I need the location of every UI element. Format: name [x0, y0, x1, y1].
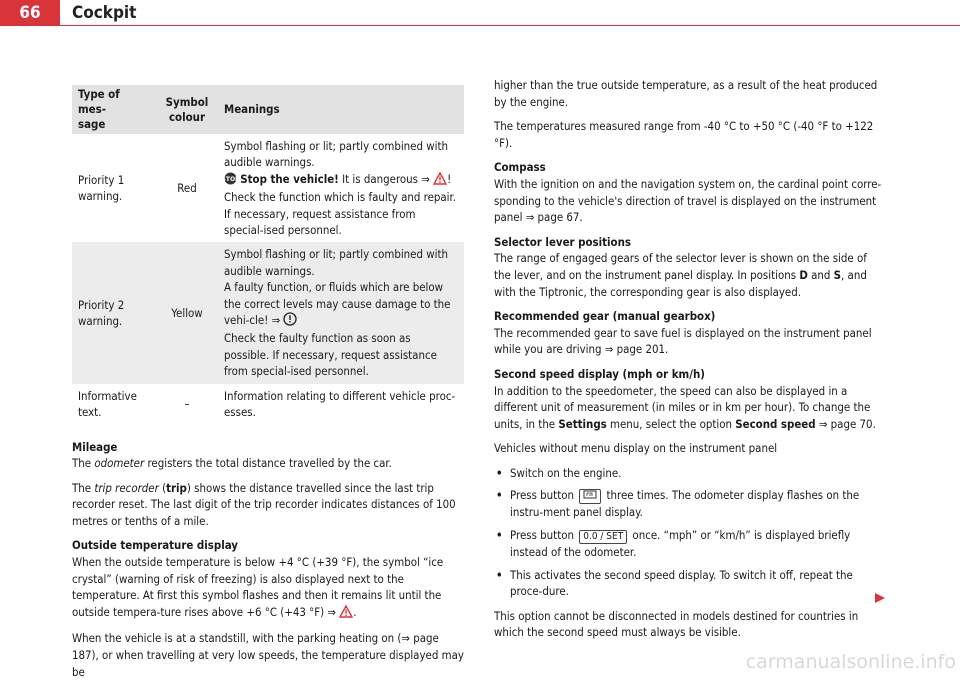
watermark: carmanualsonline.info [745, 651, 956, 673]
row2-meaning [218, 242, 464, 383]
row1-ref-arrow: ⇒ [421, 171, 430, 186]
row1-type: Priority 1 warning. [78, 172, 125, 204]
table-row [72, 242, 464, 383]
row2-line2-wrap [224, 279, 458, 330]
row2-line2: A faulty function, or fluids which are below the correct levels may cause damage to the vehi-cle! [224, 280, 451, 328]
warning-triangle-icon[interactable] [433, 172, 447, 189]
bullet: • [496, 567, 503, 582]
next-page-arrow-icon[interactable] [874, 592, 886, 609]
outside-temp-p1 [72, 554, 464, 622]
row1-colour: Red [177, 181, 197, 196]
page-header [0, 0, 960, 26]
trip-recorder-term: trip recorder [94, 480, 159, 495]
row2-type: Priority 2 warning. [72, 242, 156, 383]
table-row [72, 134, 464, 242]
row2-line3: Check the faulty function as soon as possible. If necessary, request assistance from special-ised personnel. [224, 331, 437, 379]
mileage-heading: Mileage [72, 439, 118, 454]
temp-continued: higher than the true outside temperature, as a result of the heat produced by the engine. [494, 78, 878, 109]
bullet: • [496, 488, 503, 503]
row1-line1: Symbol flashing or lit; partly combined with audible warnings. [224, 139, 448, 170]
position-d: D [799, 267, 808, 282]
row3-meaning: Information relating to different vehicle proc-esses. [224, 388, 456, 420]
position-s: S [833, 267, 842, 282]
text: . [353, 604, 357, 619]
bullet: • [496, 465, 503, 480]
mileage-p1 [72, 455, 464, 472]
table-header-row [72, 85, 464, 134]
text: The [72, 456, 95, 471]
warning-table [72, 85, 464, 425]
selector-heading: Selector lever positions [494, 234, 631, 249]
speed-heading: Second speed display (mph or km/h) [494, 366, 705, 381]
right-column [494, 77, 884, 649]
display-button-icon [579, 489, 601, 504]
text: menu, select the option [606, 416, 736, 431]
text: In addition to the speedometer, the speed can also be displayed in a different unit of measurement (in miles or in km per hour). To change the units, in the [494, 383, 871, 431]
stop-text: It is dangerous [338, 171, 422, 186]
list-item [494, 567, 884, 600]
second-speed-term: Second speed [735, 416, 816, 431]
text: three times. The odometer display flashes on the instru-ment panel display. [510, 488, 860, 520]
page-title: Cockpit [72, 3, 137, 23]
text: , and with the Tiptronic, the corresponding gear is also displayed. [494, 267, 867, 299]
text: ) shows the distance travelled since the last trip recorder reset. The last digit of the trip recorder indicates distances of 100 metres or tenths of a mile. [72, 480, 456, 528]
row1-after-ref: ! [447, 171, 452, 186]
gear-p: The recommended gear to save fuel is displayed on the instrument panel while you are driving ⇒ page 201. [494, 325, 872, 357]
trip-term: trip [166, 480, 187, 495]
text: Press button [510, 488, 578, 503]
th-meanings: Meanings [218, 85, 464, 134]
outside-temp-heading: Outside temperature display [72, 538, 238, 553]
page-number: 66 [0, 0, 60, 26]
text: This activates the second speed display. To switch it off, repeat the proce-dure. [510, 567, 853, 599]
svg-text:STOP: STOP [221, 175, 240, 183]
text: Press button [510, 528, 578, 543]
list-item [494, 465, 884, 482]
odometer-term: odometer [94, 456, 145, 471]
set-button-key: 0.0 / SET [579, 530, 627, 544]
spacer [72, 425, 464, 439]
row2-ref-arrow: ⇒ [271, 313, 281, 328]
row2-colour: Yellow [156, 242, 218, 383]
selector-p [494, 250, 884, 300]
text: registers the total distance travelled by the car. [144, 456, 392, 471]
caution-icon[interactable] [283, 312, 297, 330]
stop-vehicle-icon [221, 172, 240, 189]
compass-heading: Compass [494, 160, 546, 175]
compass-p: With the ignition on and the navigation system on, the cardinal point corre-sponding to the vehicle's direction of travel is displayed on the instrument panel ⇒ page 67. [494, 176, 882, 225]
text: ( [158, 480, 167, 495]
text: ⇒ page 70. [815, 416, 876, 431]
th-type: Type of mes- sage [72, 85, 156, 134]
list-item [494, 527, 884, 561]
bullet: • [496, 528, 503, 543]
text: The [72, 480, 95, 495]
list-item [494, 487, 884, 521]
settings-menu-term: Settings [558, 416, 607, 431]
row1-line3: Check the function which is faulty and repair. If necessary, request assistance from special-ised personnel. [224, 190, 456, 238]
row3-type: Informative text. [78, 388, 137, 420]
text: The range of engaged gears of the selector lever is shown on the side of the lever, and on the instrument panel display. In positions [494, 251, 867, 282]
text: When the outside temperature is below +4 °C (+39 °F), the symbol “ice crystal” (warning of risk of freezing) is also displayed next to the temperature. At first this symbol flashes and then it remains lit until the outside tempera-ture rises above +6 °C (+43 °F) ⇒ [72, 555, 444, 619]
gear-heading: Recommended gear (manual gearbox) [494, 309, 716, 324]
left-column [72, 85, 464, 688]
steps-list [494, 465, 884, 600]
nomenu-p: Vehicles without menu display on the instrument panel [494, 441, 778, 456]
warning-triangle-icon[interactable] [339, 605, 353, 623]
row2-line1: Symbol flashing or lit; partly combined with audible warnings. [224, 247, 448, 278]
outside-temp-p2: When the vehicle is at a standstill, with the parking heating on (⇒ page 187), or when travelling at very low speeds, the temperature displayed may be [72, 631, 464, 679]
final-p: This option cannot be disconnected in models destined for countries in which the second speed must always be visible. [494, 608, 859, 640]
table-row [72, 384, 464, 425]
th-colour: Symbol colour [156, 85, 218, 134]
temp-range: The temperatures measured range from -40 °C to +50 °C (-40 °F to +122 °F). [494, 119, 874, 150]
stop-label: Stop the vehicle! [240, 171, 339, 186]
text: once. “mph” or “km/h” is displayed briefly instead of the odometer. [510, 528, 851, 560]
text: and [807, 267, 834, 282]
row1-meaning [218, 134, 464, 242]
row1-stop [221, 171, 458, 189]
mileage-p2 [72, 480, 464, 530]
speed-p [494, 383, 884, 433]
header-rule [60, 25, 960, 26]
text: Switch on the engine. [510, 465, 622, 480]
row3-colour: – [184, 396, 190, 411]
